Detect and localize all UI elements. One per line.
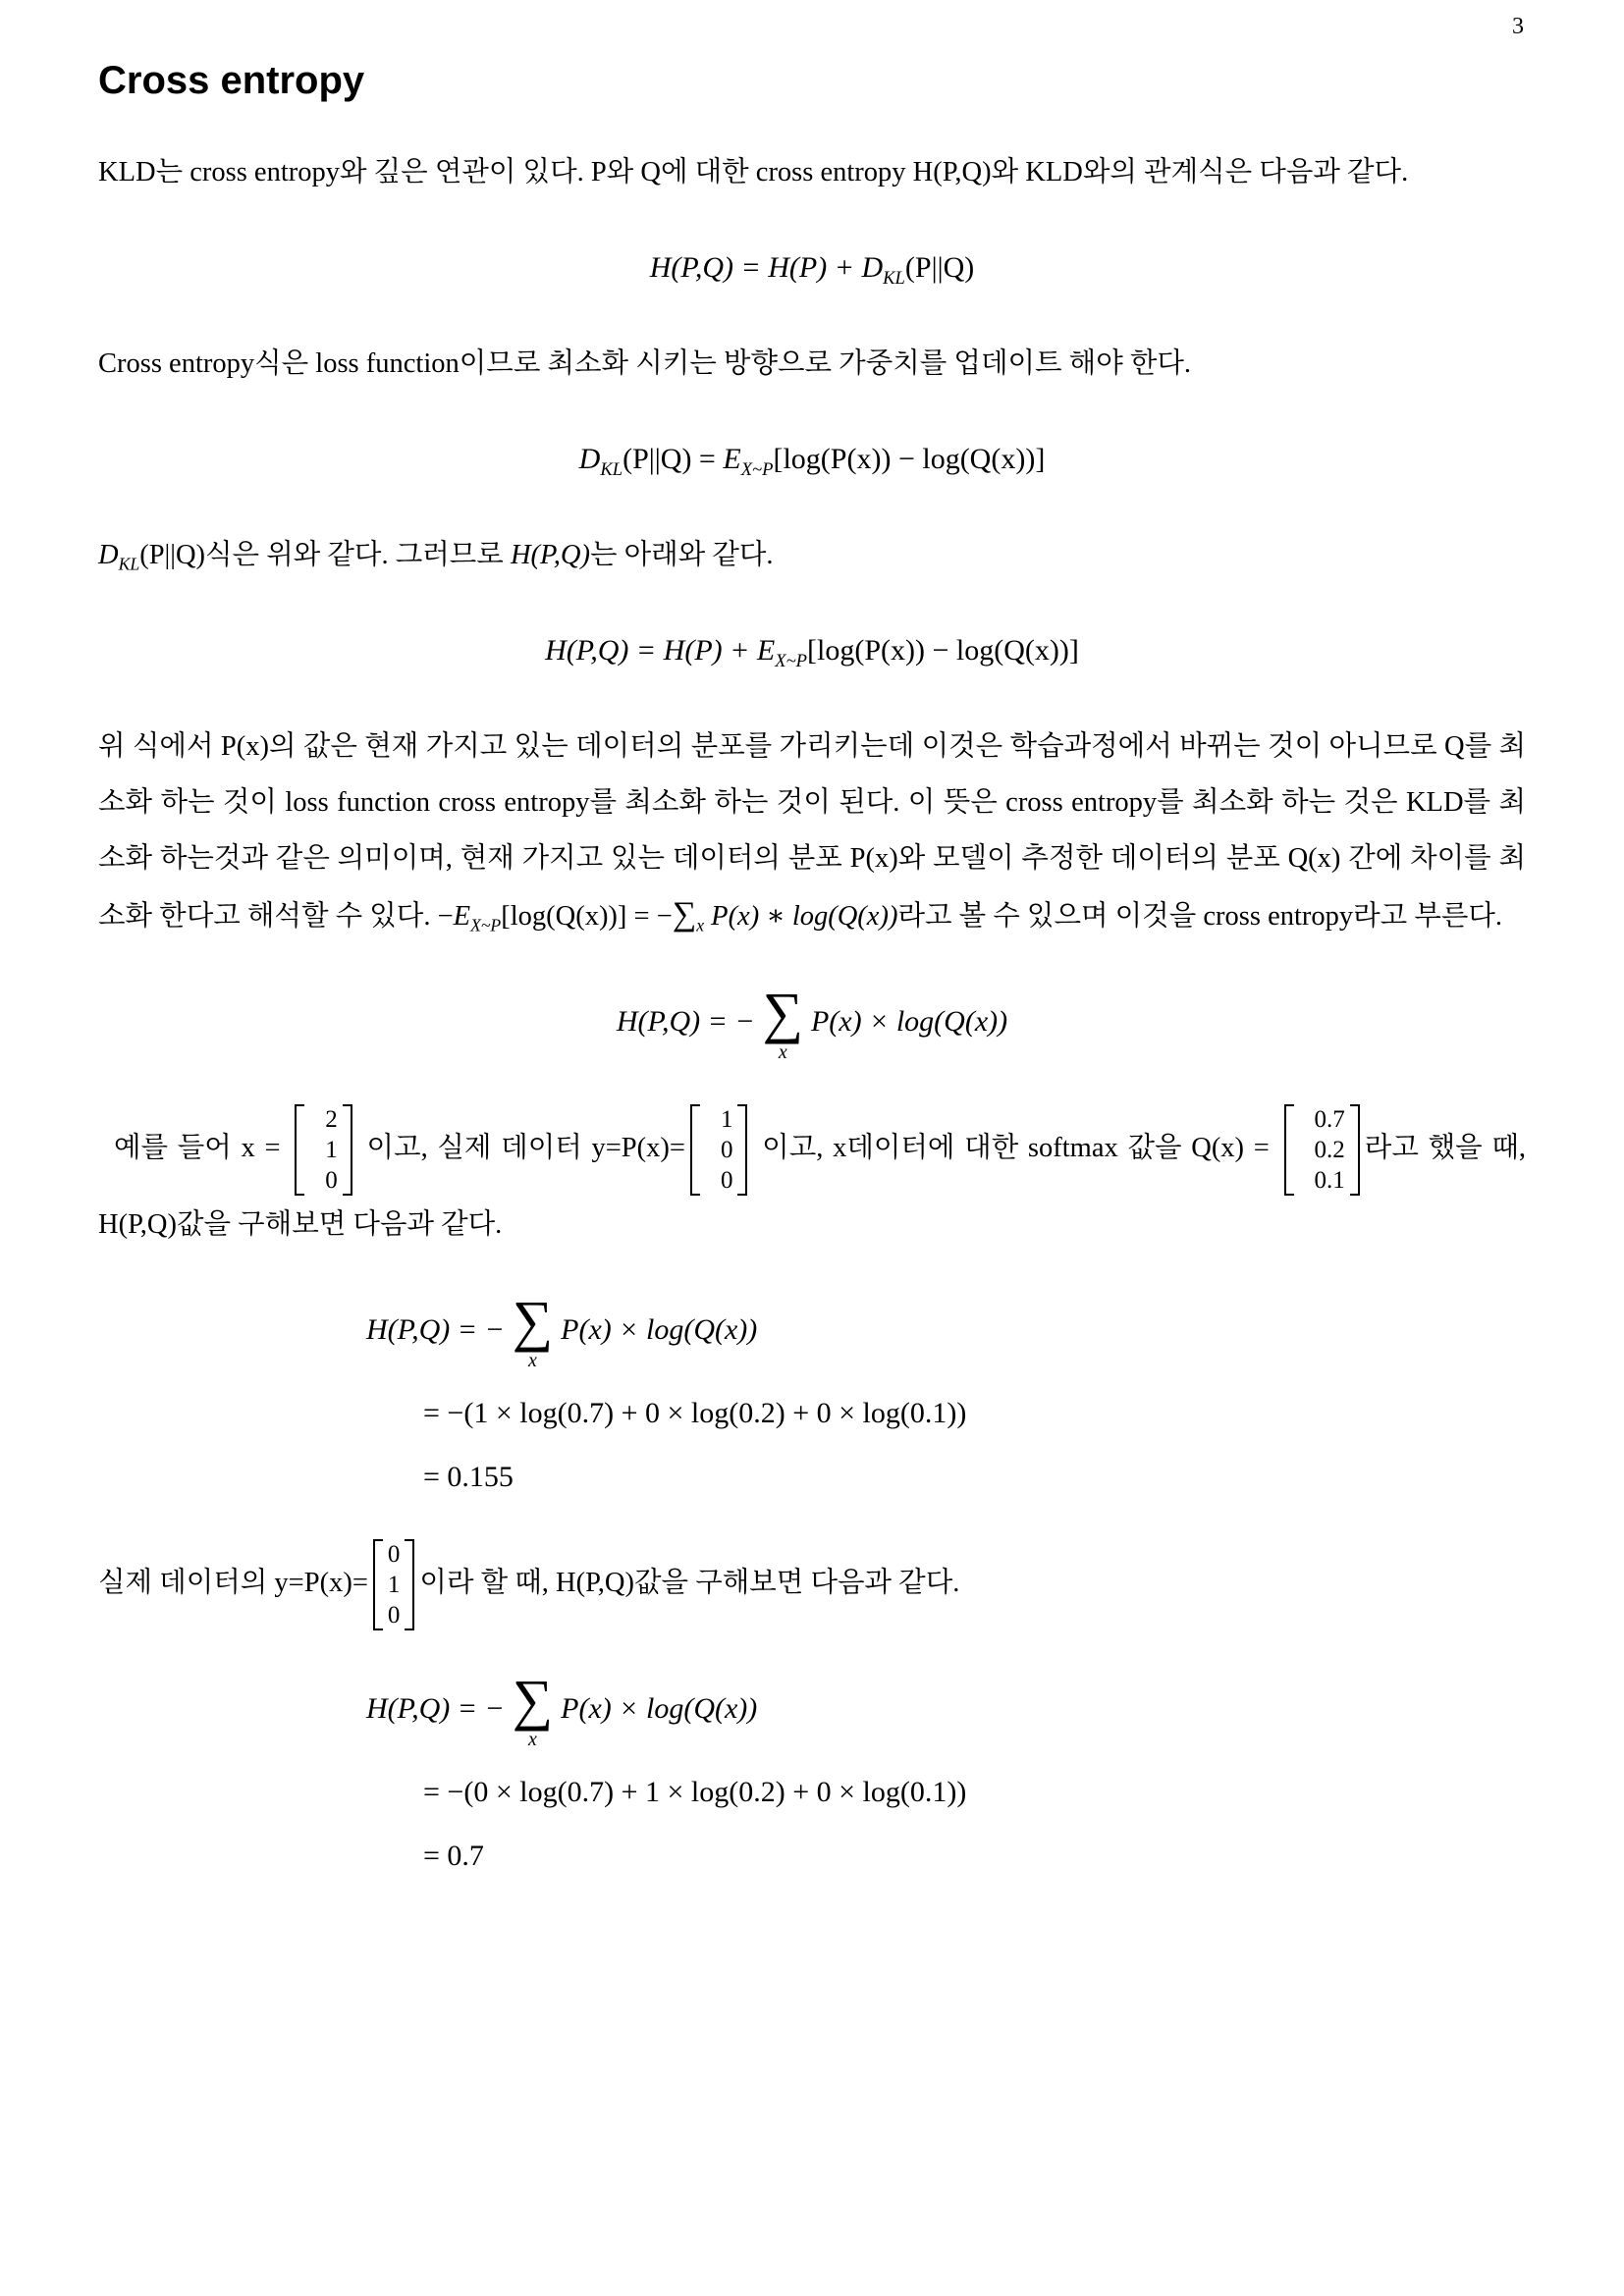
math-text-run: D [98, 540, 119, 570]
math-text-run: E [453, 901, 471, 932]
formula-block-example-2 [366, 1668, 1526, 1876]
body-text-run: = −(1 × log(0.7) + 0 × log(0.2) + 0 × log(0.1)) [423, 1397, 967, 1430]
formula-line [423, 1837, 1526, 1877]
math-text-run: E [723, 443, 741, 475]
body-text-run: 예를 들어 x = [114, 1133, 291, 1164]
sigma-glyph: ∑ [762, 981, 803, 1044]
summation-symbol-inline [672, 896, 705, 935]
math-text-run: H(P,Q) [510, 540, 590, 570]
math-text-run: H(P,Q) = H(P) + D [649, 251, 884, 284]
body-text-run: KLD는 cross entropy와 깊은 연관이 있다. P와 Q에 대한 cross entropy H(P,Q)와 KLD와의 관계식은 다음과 같다. [98, 157, 1409, 187]
body-text-run: = 0.155 [423, 1460, 514, 1493]
vector-entry: 0.7 [1314, 1106, 1345, 1134]
para-example-vectors [98, 1103, 1526, 1253]
vector-values [383, 1538, 406, 1631]
formula-line [423, 1394, 1526, 1434]
formula-line [366, 1668, 1526, 1751]
formula-line [366, 1289, 1526, 1372]
column-vector [1284, 1103, 1360, 1197]
body-text-run: (P||Q) [904, 251, 975, 284]
math-text-run: H(P,Q) = − [366, 1313, 505, 1347]
body-text-run: [log(Q(x))] = − [501, 901, 673, 932]
bracket-right [343, 1104, 352, 1196]
math-subscript: KL [883, 268, 905, 289]
body-text-run: 위 식에서 P(x)의 값은 현재 가지고 있는 데이터의 분포를 가리키는데 이것은 학습과정에서 바뀌는 것이 아니므로 Q를 최소화 하는 것이 loss function cross entropy를 최소화 하는 것이 된다. 이 뜻은 cross entropy를 최소화 하는 것은 KLD를 최소화 하는것과 같은 의미이며, 현재 가지고 있는 데이터의 분포 P(x)와 모델이 추정한 데이터의 분포 Q(x) 간에 차이를 최소화 한다고 해석할 수 있다. [98, 731, 1526, 932]
bracket-left [1284, 1104, 1294, 1196]
math-subscript: X~P [470, 915, 502, 935]
summation-symbol [512, 1289, 554, 1372]
vector-values [1294, 1103, 1350, 1197]
math-subscript: KL [600, 459, 623, 480]
formula-line [423, 1773, 1526, 1813]
body-text-run: [log(P(x)) − log(Q(x))] [807, 634, 1079, 667]
body-text-run: 이고, x데이터에 대한 softmax 값을 Q(x) = [752, 1133, 1279, 1164]
math-text-run: P(x) × log(Q(x)) [810, 1004, 1008, 1038]
body-text-run: 실제 데이터의 y=P(x)= [98, 1568, 368, 1599]
summation-index: x [778, 1041, 787, 1064]
body-text-run: (P||Q) = [623, 443, 724, 475]
para-dkl-explanation [98, 527, 1526, 583]
bracket-left [373, 1539, 383, 1630]
vector-entry: 0.1 [1314, 1167, 1345, 1195]
vector-entry: 1 [387, 1572, 401, 1599]
para-loss-function-minimize [98, 336, 1526, 392]
math-subscript: X~P [775, 651, 807, 671]
summation-index: x [528, 1350, 537, 1372]
formula-block-example-1 [366, 1289, 1526, 1497]
formula-line [423, 1458, 1526, 1498]
summation-symbol [512, 1668, 554, 1751]
vector-entry: 1 [325, 1137, 338, 1164]
math-text-run: D [578, 443, 601, 475]
vector-entry: 0 [720, 1167, 733, 1195]
body-text-run: 는 아래와 같다. [589, 540, 774, 570]
vector-entry: 0 [720, 1137, 733, 1164]
para-example-2 [98, 1538, 1526, 1631]
math-text-run: P(x) × log(Q(x)) [561, 1313, 758, 1347]
body-text-run: = −(0 × log(0.7) + 1 × log(0.2) + 0 × log(0.1)) [423, 1776, 967, 1809]
math-subscript: KL [118, 554, 140, 574]
vector-values [700, 1103, 738, 1197]
column-vector [373, 1538, 415, 1631]
math-text-run: P(x) ∗ log(Q(x)) [704, 901, 898, 932]
page-title: Cross entropy [98, 59, 365, 102]
vector-entry: 0 [387, 1602, 401, 1629]
column-vector [690, 1103, 748, 1197]
formula-hpq-expectation [98, 634, 1526, 671]
summation-symbol [762, 981, 803, 1064]
math-text-run: H(P,Q) = − [366, 1692, 505, 1726]
body-text-run: − [437, 901, 454, 932]
math-subscript: X~P [740, 459, 774, 480]
column-vector [295, 1103, 352, 1197]
para-px-distribution-explanation [98, 719, 1526, 944]
vector-entry: 2 [325, 1106, 338, 1134]
summation-index: x [696, 915, 705, 935]
body-text-run: 이라 할 때, H(P,Q)값을 구해보면 다음과 같다. [419, 1568, 960, 1599]
body-text-run: 이고, 실제 데이터 y=P(x)= [356, 1133, 685, 1164]
para-kld-cross-entropy-intro [98, 144, 1526, 200]
sigma-glyph: ∑ [512, 1668, 554, 1733]
math-text-run: P(x) × log(Q(x)) [561, 1692, 758, 1726]
summation-index: x [528, 1729, 537, 1751]
sigma-glyph: ∑ [512, 1289, 554, 1354]
formula-cross-entropy-definition [98, 981, 1526, 1064]
vector-entry: 0 [387, 1541, 401, 1569]
page-number: 3 [1512, 14, 1524, 39]
body-text-run: [log(P(x)) − log(Q(x))] [773, 443, 1046, 475]
sigma-glyph: ∑ [672, 896, 697, 933]
vector-values [304, 1103, 343, 1197]
formula-cross-entropy-kld-relation [98, 251, 1526, 289]
math-text-run: H(P,Q) = H(P) + E [545, 634, 776, 667]
vector-entry: 1 [720, 1106, 733, 1134]
math-text-run: H(P,Q) = − [616, 1004, 755, 1038]
bracket-right [737, 1104, 747, 1196]
body-text-run: (P||Q)식은 위와 같다. 그러므로 [139, 540, 511, 570]
body-text-run: 라고 했을 때, H(P,Q)값을 구해보면 다음과 같다. [98, 1133, 1526, 1241]
bracket-left [295, 1104, 304, 1196]
body-text-run: = 0.7 [423, 1839, 484, 1872]
bracket-right [1350, 1104, 1360, 1196]
vector-entry: 0 [325, 1167, 338, 1195]
vector-entry: 0.2 [1314, 1137, 1345, 1164]
body-text-run: 라고 볼 수 있으며 이것을 cross entropy라고 부른다. [897, 901, 1503, 932]
bracket-right [405, 1539, 414, 1630]
body-text-run: Cross entropy식은 loss function이므로 최소화 시키는 방향으로 가중치를 업데이트 해야 한다. [98, 348, 1192, 379]
bracket-left [690, 1104, 700, 1196]
formula-dkl-expectation [98, 443, 1526, 480]
